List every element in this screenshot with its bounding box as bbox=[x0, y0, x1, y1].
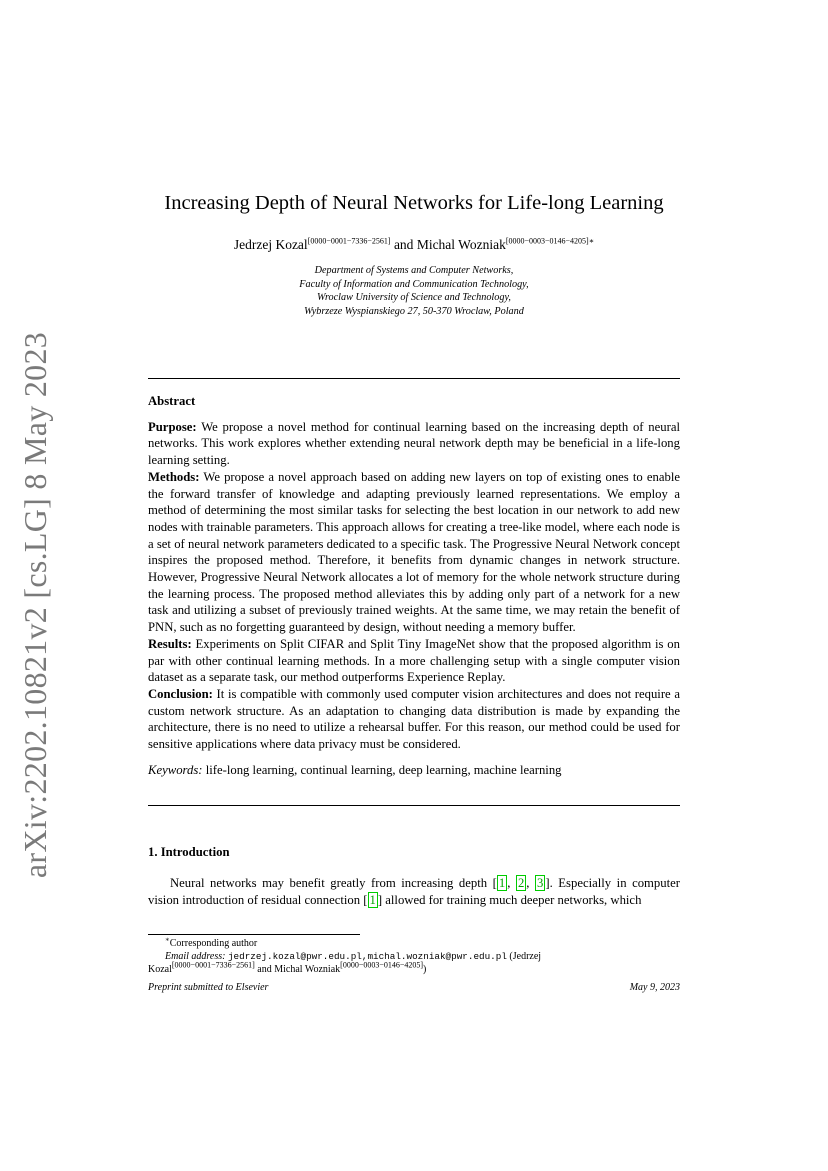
footnote-rule bbox=[148, 934, 360, 935]
abstract-purpose bbox=[148, 419, 680, 469]
keywords bbox=[148, 762, 680, 779]
keywords-text: life-long learning, continual learning, deep learning, machine learning bbox=[202, 762, 562, 777]
intro-text-part: ]. Especially in computer vision introduction of residual connection [ bbox=[148, 876, 680, 907]
footnote-close: ) bbox=[423, 963, 427, 975]
conclusion-label: Conclusion: bbox=[148, 686, 213, 701]
preprint-notice: Preprint submitted to Elsevier bbox=[148, 982, 269, 993]
footnote-mark: ∗ bbox=[165, 935, 170, 944]
author-2-name: Michal Wozniak bbox=[416, 237, 506, 252]
email-addresses[interactable]: jedrzej.kozal@pwr.edu.pl,michal.wozniak@pwr.edu.pl bbox=[227, 950, 507, 962]
citation-link[interactable]: 3 bbox=[537, 876, 544, 890]
affiliation-line: Wybrzeze Wyspianskiego 27, 50-370 Wroclaw, Poland bbox=[304, 305, 524, 317]
author-line bbox=[0, 237, 828, 253]
citation-link[interactable]: 2 bbox=[517, 876, 525, 890]
keywords-label: Keywords: bbox=[148, 762, 203, 777]
intro-separator: , bbox=[507, 876, 516, 890]
affiliation-block bbox=[0, 264, 828, 318]
abstract-section bbox=[148, 393, 680, 778]
email-note-continuation: (Jedrzej bbox=[506, 950, 542, 962]
email-label: Email address: bbox=[165, 950, 226, 962]
footer-date: May 9, 2023 bbox=[629, 982, 680, 993]
footnote-author-2-orcid: [0000−0003−0146−4205] bbox=[340, 960, 424, 970]
affiliation-line: Faculty of Information and Communication Technology, bbox=[299, 278, 529, 290]
purpose-text: We propose a novel method for continual learning based on the increasing depth of neural networks. This work explores whether extending neural network depth may be beneficial in a life-long learning setting. bbox=[148, 419, 680, 468]
results-text: Experiments on Split CIFAR and Split Tiny ImageNet show that the proposed algorithm is on par with other continual learning methods. In a more challenging setup with a single computer vision dataset as a separate task, our method outperforms Experience Replay. bbox=[148, 636, 680, 685]
citation-link[interactable]: 1 bbox=[369, 892, 376, 907]
abstract-heading: Abstract bbox=[148, 394, 196, 408]
introduction-paragraph bbox=[148, 875, 680, 908]
footnote-author-1: Kozal bbox=[148, 963, 172, 975]
arxiv-identifier: arXiv:2202.10821v2 [cs.LG] 8 May 2023 bbox=[17, 331, 53, 879]
affiliation-line: Department of Systems and Computer Networks, bbox=[314, 265, 514, 276]
author-1-name: Jedrzej Kozal bbox=[233, 237, 308, 252]
intro-text-part: Neural networks may benefit greatly from increasing depth [ bbox=[170, 876, 497, 890]
abstract-results bbox=[148, 636, 680, 686]
footnotes bbox=[148, 935, 680, 976]
author-conjunction: and bbox=[390, 237, 417, 252]
abstract-bottom-rule bbox=[148, 805, 680, 806]
author-2-orcid: [0000−0003−0146−4205] bbox=[505, 236, 589, 246]
methods-text: We propose a novel approach based on adding new layers on top of existing ones to enable the forward transfer of knowledge and adapting previously learned representations. We employ a method of determining the most similar tasks for selecting the best location in our network to add new nodes with trainable parameters. This approach allows for creating a tree-like model, where each node is a set of neural network parameters dedicated to a specific task. The Progressive Neural Network concept inspires the proposed method. Therefore, it benefits from dynamic changes in network structure. However, Progressive Neural Network allocates a lot of memory for the whole network structure during the learning process. The proposed method alleviates this by adding only part of a network for a new task and utilizing a subset of previously trained weights. At the same time, we may retain the benefit of PNN, such as no forgetting guaranteed by design, without needing a memory buffer. bbox=[148, 469, 680, 635]
intro-separator: , bbox=[526, 876, 535, 890]
corresponding-mark: ∗ bbox=[588, 236, 595, 246]
footnote-author-1-orcid: [0000−0001−7336−2561] bbox=[171, 960, 255, 970]
citation-link[interactable]: 1 bbox=[498, 876, 506, 890]
footnote-author-2: and Michal Wozniak bbox=[254, 963, 341, 975]
intro-text-part: ] allowed for training much deeper networks, which bbox=[377, 892, 642, 907]
affiliation-line: Wroclaw University of Science and Technology, bbox=[317, 292, 511, 303]
corresponding-author-text: Corresponding author bbox=[169, 938, 258, 949]
paper-title: Increasing Depth of Neural Networks for Life-long Learning bbox=[164, 192, 664, 214]
methods-label: Methods: bbox=[148, 469, 200, 484]
abstract-top-rule bbox=[148, 378, 680, 379]
abstract-methods bbox=[148, 469, 680, 636]
abstract-conclusion bbox=[148, 686, 680, 753]
section-heading-introduction: 1. Introduction bbox=[148, 845, 230, 859]
results-label: Results: bbox=[148, 636, 192, 651]
purpose-label: Purpose: bbox=[148, 419, 197, 434]
corresponding-author-note bbox=[148, 935, 680, 951]
email-note-line-2 bbox=[148, 960, 680, 977]
author-1-orcid: [0000−0001−7336−2561] bbox=[307, 236, 391, 246]
conclusion-text: It is compatible with commonly used computer vision architectures and does not require a custom network structure. As an adaptation to changing data distribution is made by expanding the architecture, there is no need to utilize a rehearsal buffer. For this reason, our method could be used for sensitive applications where data privacy must be considered. bbox=[148, 686, 680, 752]
